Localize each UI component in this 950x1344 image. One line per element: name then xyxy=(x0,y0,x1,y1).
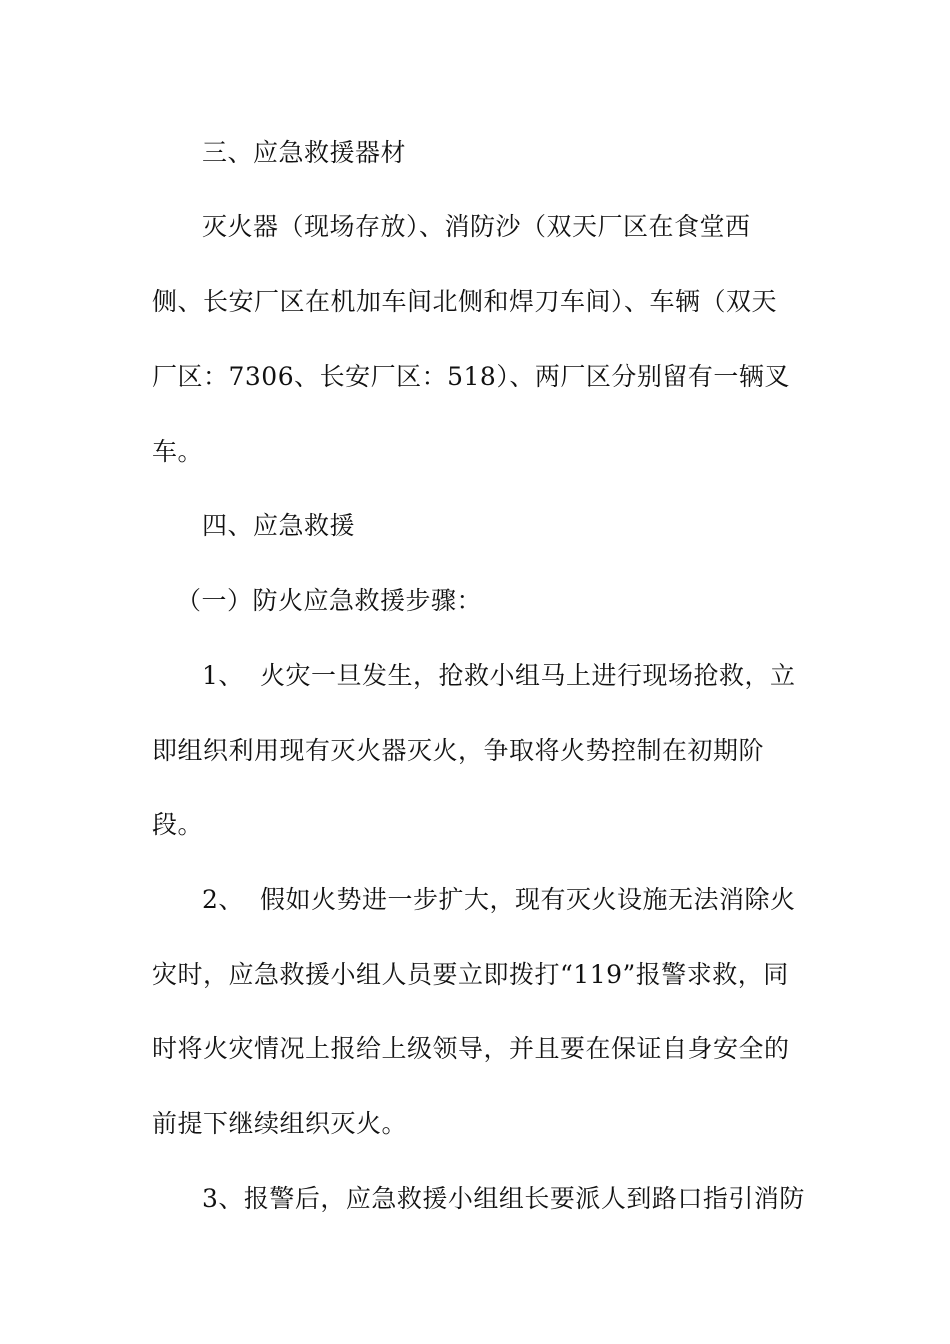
paragraph-line: 即组织利用现有灭火器灭火，争取将火势控制在初期阶 xyxy=(152,736,765,765)
list-item-1-line xyxy=(202,661,796,691)
list-item-2-line xyxy=(202,885,796,915)
section-heading-4: 四、应急救援 xyxy=(202,511,356,540)
paragraph-line: 侧、长安厂区在机加车间北侧和焊刀车间）、车辆（双天 xyxy=(152,287,778,316)
paragraph-line: 段。 xyxy=(152,810,204,839)
paragraph-line: 厂区：7306、长安厂区：518）、两厂区分别留有一辆叉 xyxy=(152,362,790,391)
list-item-number: 2、 xyxy=(202,885,244,914)
subsection-heading: （一）防火应急救援步骤： xyxy=(176,586,483,615)
paragraph-line: 灾时，应急救援小组人员要立即拨打“119”报警求救，同 xyxy=(152,960,789,989)
list-item-text: 火灾一旦发生，抢救小组马上进行现场抢救，立 xyxy=(260,661,796,690)
list-item-text: 假如火势进一步扩大，现有灭火设施无法消除火 xyxy=(260,885,796,914)
list-item-number: 1、 xyxy=(202,661,244,690)
paragraph-line: 前提下继续组织灭火。 xyxy=(152,1109,408,1138)
list-item-3-line: 3、报警后，应急救援小组组长要派人到路口指引消防 xyxy=(202,1184,805,1213)
paragraph-line: 时将火灾情况上报给上级领导，并且要在保证自身安全的 xyxy=(152,1034,790,1063)
paragraph-line: 车。 xyxy=(152,437,204,466)
paragraph-line: 灭火器（现场存放）、消防沙（双天厂区在食堂西 xyxy=(202,212,751,241)
section-heading-3: 三、应急救援器材 xyxy=(202,138,407,167)
